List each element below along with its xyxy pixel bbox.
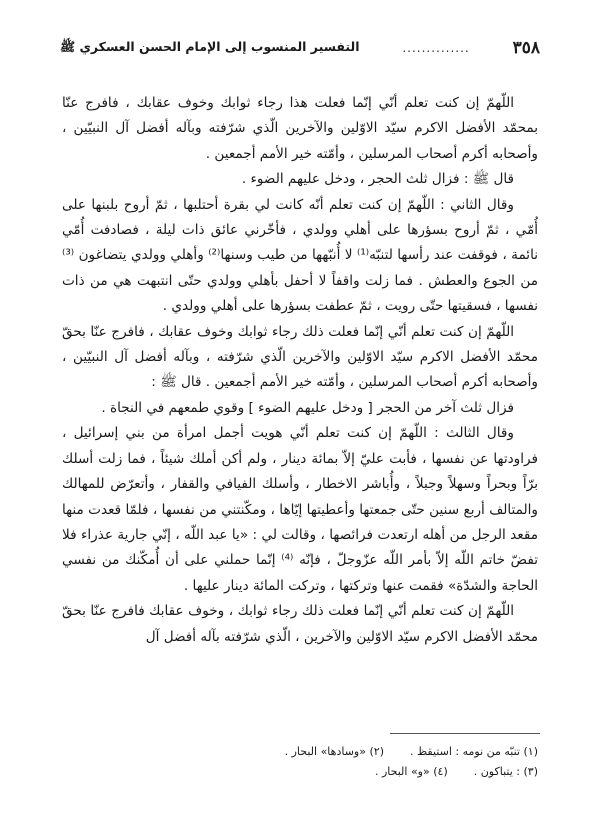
footnote-1: (١) تنبّه من نومه : استيقظ . (409, 745, 538, 758)
paragraph-prayer-2: اللّهمّ إن كنت تعلم أنّي إنّما فعلت ذلك رجاء ثوابك وخوف عقابك ، فافرج عنّا بحقّ محمّد الأفضل الاكرم سيّد الاوّلين والآخرين الّذي شرّفته ، وبآله أفضل آل النبيّين ، وأصحابه أكرم أصحاب المرسلين ، وأمّته خير الأمم أجمعين . قال ﷺ : (62, 323, 538, 391)
page-header (60, 36, 540, 60)
footnote-row (200, 762, 538, 782)
footnotes (200, 742, 538, 782)
paragraph-prayer-1: اللّهمّ إن كنت تعلم أنّي إنّما فعلت هذا رجاء ثوابك وخوف عقابك ، فافرج عنّا بمحمّد الأفضل الاكرم سيّد الاوّلين والآخرين الّذي شرّفته وبآله أفضل آل النبيّين ، وأصحابه أكرم أصحاب المرسلين ، وأمّته خير الأمم أجمعين . (62, 95, 538, 162)
body-text (62, 91, 538, 650)
paragraph-first-third: قال ﷺ : فزال ثلث الحجر ، ودخل عليهم الضوء . (241, 171, 514, 188)
running-title: التفسير المنسوب إلى الإمام الحسن العسكري ﷺ (60, 38, 360, 54)
footnote-3: (٣) : يتباكون . (473, 765, 538, 778)
header-dot-leader: .............. (402, 41, 470, 55)
footnote-row (200, 742, 538, 762)
paragraph-third-man: وقال الثالث : اللّهمّ إن كنت تعلم أنّي هويت أجمل امرأة من بني إسرائيل ، فراودتها عن نفسها ، فأبت عليّ إلاّ بمائة دينار ، ولم أكن أملك شيئاً ، فما زلت أسلك برّاً وبحراً وسهلاً وجبلاً ، وأُباشر الاخطار ، وأسلك الفيافي والقفار ، وأتعرّض للمهالك والمتالف أربع سنين حتّى جمعتها وأعطيتها إيّاها ، ومكّنتني من نفسها ، فلمّا قعدت منها مقعد الرجل من أهله ارتعدت فرائصها ، وقالت لي : «يا عبد اللّه ، إنّي جارية عذراء فلا تفضّ خاتم اللّه إلاّ بأمر اللّه عزّوجلّ ، فإنّه ⁽⁴⁾ إنّما حملني على أن أُمكّنك من نفسي الحاجة والشدّة» فقمت عنها وتركتها ، وتركت المائة دينار عليها . (62, 425, 538, 594)
page-number: ٣٥٨ (512, 38, 540, 58)
paragraph-prayer-3: اللّهمّ إن كنت تعلم أنّي إنّما فعلت ذلك رجاء ثوابك ، وخوف عقابك فافرج عنّا بحقّ محمّد الأفضل الاكرم سيّد الاوّلين والآخرين ، الّذي شرّفته بآله أفضل آل (62, 603, 538, 645)
footnote-2: (٢) «وسادها» البحار . (284, 745, 384, 758)
paragraph-second-man: وقال الثاني : اللّهمّ إن كنت تعلم أنّه كانت لي بقرة أحتلبها ، ثمّ أروح بلبنها على أُمّي ، ثمّ أروح بسؤرها على أهلي وولدي ، فأخّرني عائق ذات ليلة ، فصادفت أُمّي نائمة ، فوقفت عند رأسها لتنبّه⁽¹⁾ لا أُنبّهها من طيب وسنها⁽²⁾ وأهلي وولدي يتضاغون ⁽³⁾ من الجوع والعطش . فما زلت واقفاً لا أحفل بأهلي وولدي حتّى انتبهت هي من ذات نفسها ، فسقيتها حتّى رويت ، ثمّ عطفت بسؤرها على أهلي وولدي . (62, 196, 539, 315)
paragraph-second-third: فزال ثلث آخر من الحجر [ ودخل عليهم الضوء ] وقوي طمعهم في النجاة . (101, 399, 514, 416)
footnote-divider (390, 733, 540, 734)
footnote-4: (٤) «و» البحار . (374, 765, 448, 778)
